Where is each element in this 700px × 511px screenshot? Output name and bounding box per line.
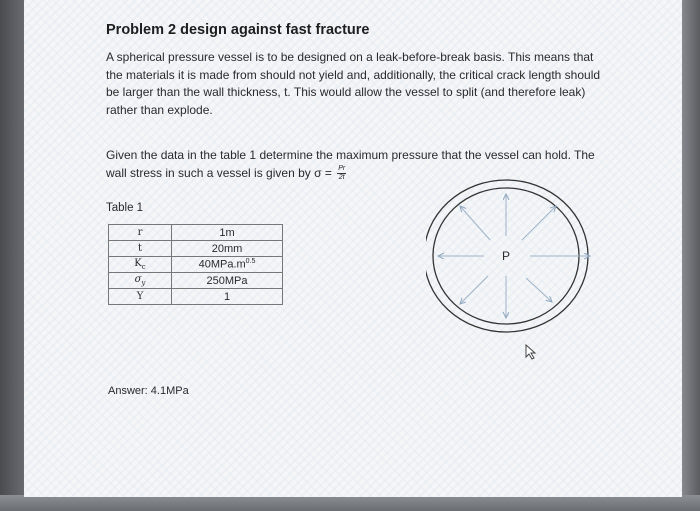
problem-title: Problem 2 design against fast fracture bbox=[106, 22, 370, 38]
value-text: 40MPa.m bbox=[198, 258, 246, 271]
table-row bbox=[109, 273, 283, 289]
value-cell bbox=[172, 257, 283, 273]
problem-instructions bbox=[106, 147, 606, 182]
formula-numerator: Pr bbox=[338, 164, 346, 172]
answer-text: Answer: 4.1MPa bbox=[108, 385, 189, 397]
table-row bbox=[109, 257, 283, 273]
table-caption: Table 1 bbox=[106, 202, 144, 214]
mouse-pointer-icon bbox=[524, 343, 540, 361]
data-table bbox=[108, 224, 283, 305]
value-cell: 1 bbox=[172, 289, 283, 305]
value-cell: 20mm bbox=[172, 241, 283, 257]
pressure-label: P bbox=[501, 249, 511, 263]
screen-bezel-left bbox=[0, 0, 26, 511]
problem-description: A spherical pressure vessel is to be designed on a leak-before-break basis. This means that the materials it is made from should not yield and, additionally, the critical crack length should be larger than the wall thickness, t. This would allow the vessel to split (and therefore leak) rather than explode. bbox=[106, 50, 601, 117]
value-exponent: 0.5 bbox=[245, 258, 256, 266]
pressure-arrow-icon bbox=[438, 194, 590, 318]
symbol-cell: t bbox=[109, 241, 172, 257]
screen-bezel-right bbox=[680, 0, 700, 511]
table-row bbox=[109, 241, 283, 257]
pressure-vessel-diagram bbox=[426, 178, 626, 338]
symbol-cell: Y bbox=[109, 289, 172, 305]
symbol-cell: $K_c$ bbox=[109, 257, 172, 273]
symbol-cell: $\sigma_y$ bbox=[109, 273, 172, 289]
document-page bbox=[24, 0, 682, 497]
value-cell: 1m bbox=[172, 225, 283, 241]
screen-bezel-bottom bbox=[0, 495, 700, 511]
formula-denominator: 2t bbox=[338, 173, 345, 181]
instructions-text: Given the data in the table 1 determine the maximum pressure that the vessel can hold. The wall stress in such a vessel is given by σ = bbox=[106, 148, 595, 180]
table-row bbox=[109, 289, 283, 305]
stress-formula-fraction bbox=[337, 165, 346, 182]
symbol-cell: r bbox=[109, 225, 172, 241]
value-cell: 250MPa bbox=[172, 273, 283, 289]
table-row bbox=[109, 225, 283, 241]
